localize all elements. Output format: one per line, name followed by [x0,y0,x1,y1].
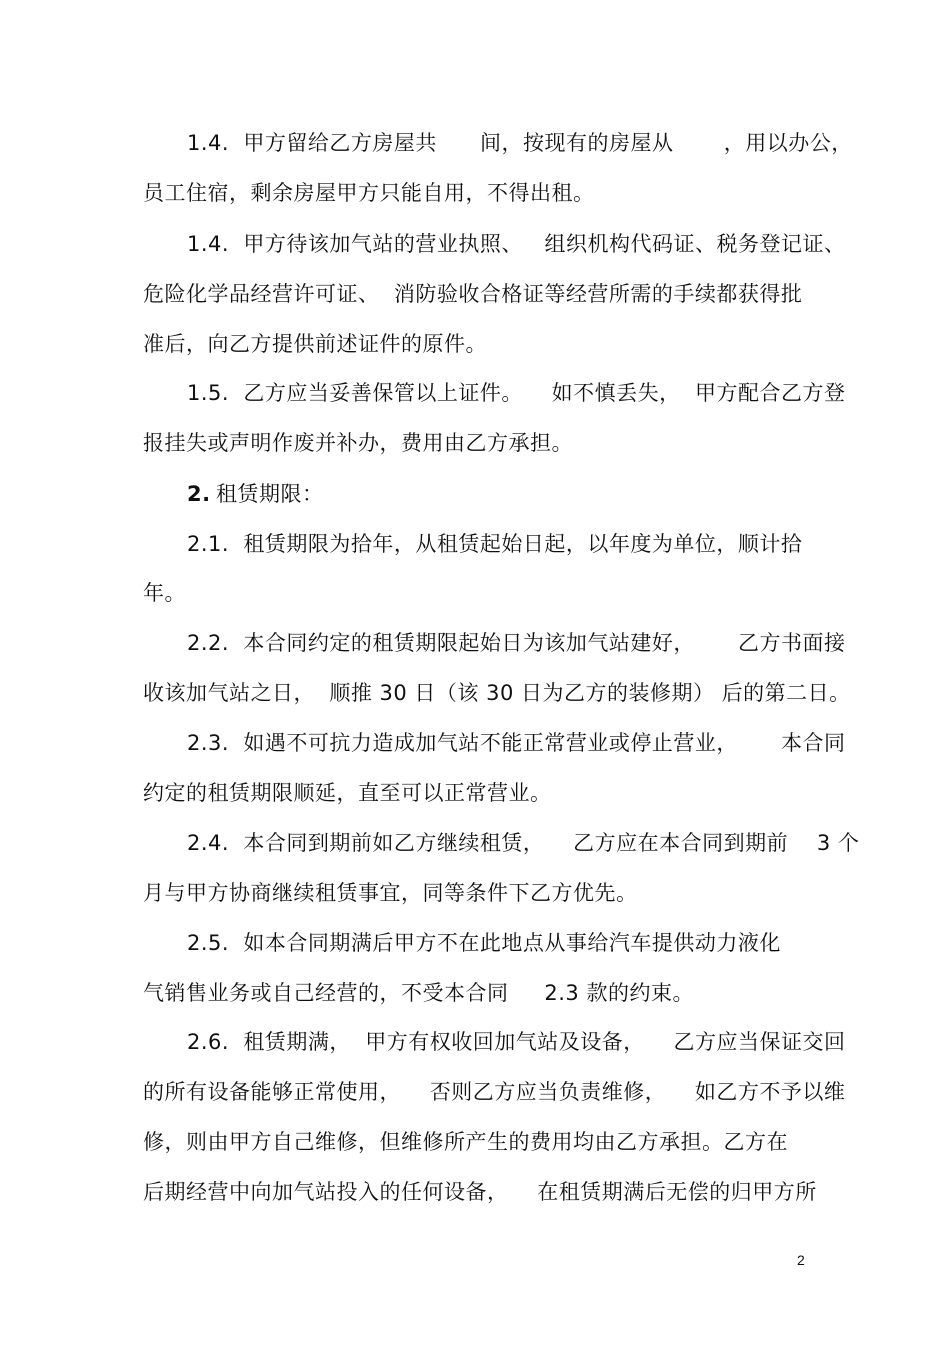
section-title: 租赁期限： [216,482,324,506]
text-line: 收该加气站之日， 顺推 30 日（该 30 日为乙方的装修期） 后的第二日。 [143,681,851,705]
text-line: 后期经营中向加气站投入的任何设备， 在租赁期满后无偿的归甲方所 [143,1180,817,1204]
section-number: 2. [187,482,211,506]
page-number: 2 [797,1252,805,1268]
text-line: 报挂失或声明作废并补办，费用由乙方承担。 [143,431,573,455]
text-line: 年。 [143,581,186,605]
text-line: 2.4. 本合同到期前如乙方继续租赁， 乙方应在本合同到期前 3 个 [187,831,860,855]
text-line: 2.1. 租赁期限为拾年，从租赁起始日起，以年度为单位，顺计拾 [187,532,803,556]
text-line: 危险化学品经营许可证、 消防验收合格证等经营所需的手续都获得批 [143,282,803,306]
text-line: 约定的租赁期限顺延，直至可以正常营业。 [143,781,552,805]
text-line: 2.5. 如本合同期满后甲方不在此地点从事给汽车提供动力液化 [187,931,781,955]
text-line: 2.3. 如遇不可抗力造成加气站不能正常营业或停止营业， 本合同 [187,731,846,755]
text-line: 1.5. 乙方应当妥善保管以上证件。 如不慎丢失， 甲方配合乙方登 [187,381,846,405]
text-line: 2.6. 租赁期满， 甲方有权收回加气站及设备， 乙方应当保证交回 [187,1030,846,1054]
text-line: 员工住宿，剩余房屋甲方只能自用，不得出租。 [143,181,595,205]
text-line: 修，则由甲方自己维修，但维修所产生的费用均由乙方承担。乙方在 [143,1130,788,1154]
text-line: 月与甲方协商继续租赁事宜，同等条件下乙方优先。 [143,881,638,905]
text-line: 准后，向乙方提供前述证件的原件。 [143,332,487,356]
text-line: 1.4. 甲方待该加气站的营业执照、 组织机构代码证、税务登记证、 [187,232,846,256]
text-line: 气销售业务或自己经营的，不受本合同 2.3 款的约束。 [143,981,694,1005]
text-line: 的所有设备能够正常使用， 否则乙方应当负责维修， 如乙方不予以维 [143,1080,846,1104]
text-line: 2.2. 本合同约定的租赁期限起始日为该加气站建好， 乙方书面接 [187,631,846,655]
text-line: 1.4. 甲方留给乙方房屋共 间，按现有的房屋从 ，用以办公， [187,131,853,155]
